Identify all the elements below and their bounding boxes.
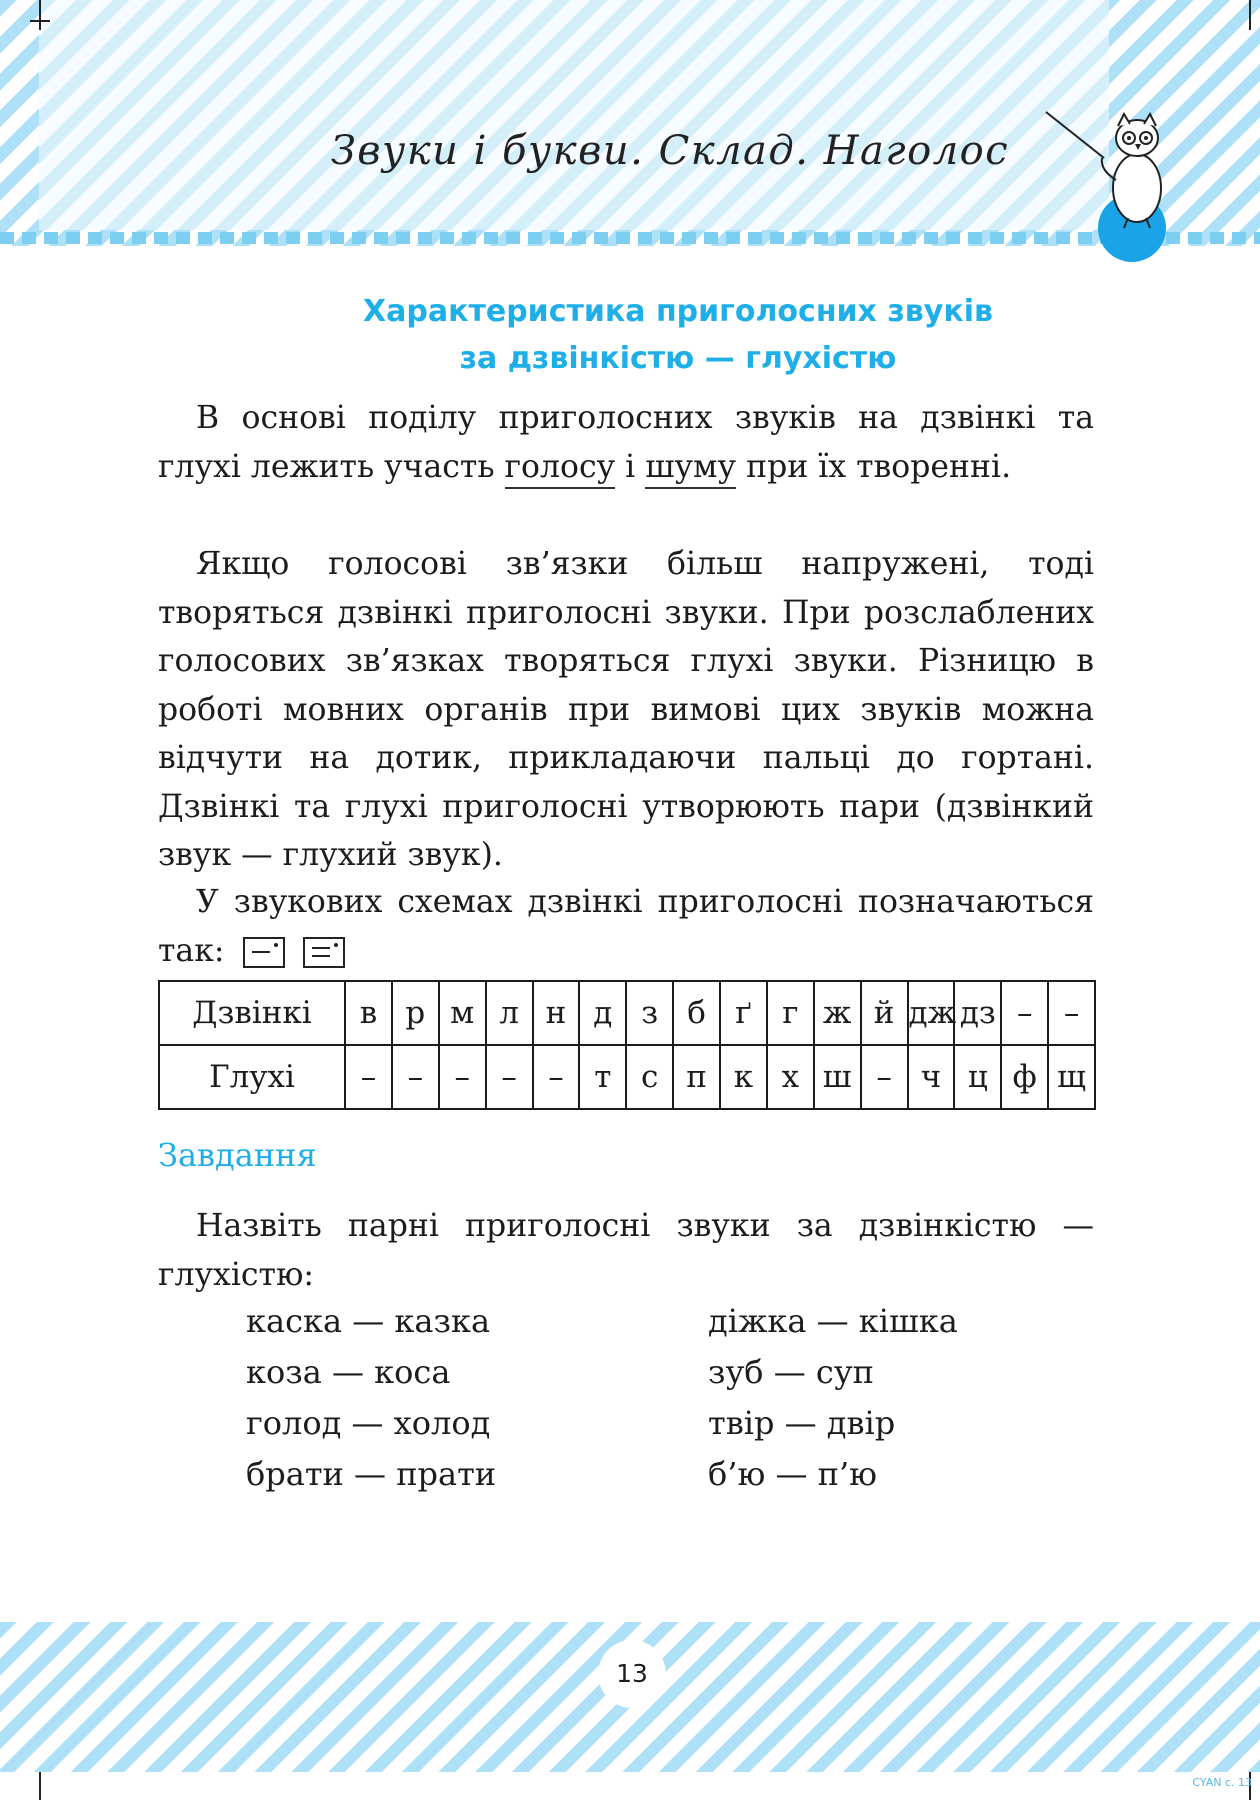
voiceless-cell: – [439, 1045, 486, 1109]
word-pair: брати — прати [246, 1455, 497, 1493]
task-instruction: Назвіть парні приголосні звуки за дзвінкістю — глухістю: [158, 1208, 1094, 1293]
word-pair: діжка — кішка [708, 1302, 958, 1340]
voiceless-cell: ц [954, 1045, 1001, 1109]
paragraph-voicing-basis [158, 394, 1094, 491]
voiced-consonant-scheme-icon [243, 937, 285, 968]
voiceless-cell: т [579, 1045, 626, 1109]
section-title-line: за дзвінкістю — глухістю [459, 341, 897, 376]
voiced-cell: дз [954, 981, 1001, 1045]
paragraph-vocal-cords: Якщо голосові зв’язки більш напружені, тоді творяться дзвінкі приголосні звуки. При розслаблених голосових зв’язках творяться глухі звуки. Різницю в роботі мовних органів при вимові цих звуків можна відчути на дотик, прикладаючи пальці до гортані. Дзвінкі та глухі приголосні утворюють пари (дзвінкий звук — глухий звук). [158, 546, 1094, 873]
underlined-word-voice: голосу [505, 449, 616, 489]
task-title: Завдання [158, 1136, 317, 1174]
paragraph-text: В основі поділу приголосних звуків на дзвінкі та глухі лежить участь [158, 400, 1094, 485]
voiced-cell: б [673, 981, 720, 1045]
voiced-cell: г [767, 981, 814, 1045]
voiceless-cell: – [345, 1045, 392, 1109]
section-title [160, 288, 1196, 382]
owl-mascot-icon [1040, 100, 1180, 270]
print-registration-mark: CYAN с. 13 [1192, 1776, 1252, 1789]
voiced-row [159, 981, 1095, 1045]
voiceless-cell: – [533, 1045, 580, 1109]
voiced-cell: – [1048, 981, 1095, 1045]
voiceless-cell: п [673, 1045, 720, 1109]
voiced-cell: м [439, 981, 486, 1045]
voiced-cell: дж [908, 981, 955, 1045]
paragraph-text: і [615, 448, 646, 485]
chapter-title: Звуки і букви. Склад. Наголос [330, 128, 1010, 174]
word-pair: голод — холод [246, 1404, 491, 1442]
voiced-cell: й [861, 981, 908, 1045]
voiceless-cell: щ [1048, 1045, 1095, 1109]
voiceless-cell: ф [1001, 1045, 1048, 1109]
paragraph-text: при їх творенні. [736, 448, 1012, 485]
voiced-cell: н [533, 981, 580, 1045]
voiced-cell: р [392, 981, 439, 1045]
voiceless-cell: – [392, 1045, 439, 1109]
voiced-soft-consonant-scheme-icon [303, 937, 345, 968]
voiced-cell: ж [814, 981, 861, 1045]
row-header-voiceless: Глухі [159, 1045, 345, 1109]
crop-mark [39, 0, 41, 30]
voiceless-row [159, 1045, 1095, 1109]
voiced-cell: в [345, 981, 392, 1045]
voiceless-cell: к [720, 1045, 767, 1109]
voiceless-cell: х [767, 1045, 814, 1109]
crop-mark [39, 1772, 41, 1800]
voiced-cell: ґ [720, 981, 767, 1045]
underlined-word-noise: шуму [645, 449, 736, 489]
paragraph-text: У звукових схемах дзвінкі приголосні позначаються так: [158, 884, 1094, 969]
voiceless-cell: ч [908, 1045, 955, 1109]
voiceless-cell: с [626, 1045, 673, 1109]
voiced-cell: – [1001, 981, 1048, 1045]
consonant-pairs-table [158, 980, 1096, 1110]
voiced-cell: л [486, 981, 533, 1045]
voiceless-cell: ш [814, 1045, 861, 1109]
voiced-cell: з [626, 981, 673, 1045]
word-pair: твір — двір [708, 1404, 896, 1442]
crop-mark [30, 20, 50, 22]
page-number: 13 [598, 1640, 666, 1708]
voiced-cell: д [579, 981, 626, 1045]
paragraph-schemes [158, 878, 1094, 975]
header-panel [39, 0, 1109, 230]
section-title-line: Характеристика приголосних звуків [363, 294, 993, 329]
voiceless-cell: – [486, 1045, 533, 1109]
word-pair: б’ю — п’ю [708, 1455, 877, 1493]
voiceless-cell: – [861, 1045, 908, 1109]
crop-mark [1249, 0, 1251, 30]
row-header-voiced: Дзвінкі [159, 981, 345, 1045]
word-pair: каска — казка [246, 1302, 491, 1340]
word-pair: коза — коса [246, 1353, 451, 1391]
word-pair: зуб — суп [708, 1353, 874, 1391]
